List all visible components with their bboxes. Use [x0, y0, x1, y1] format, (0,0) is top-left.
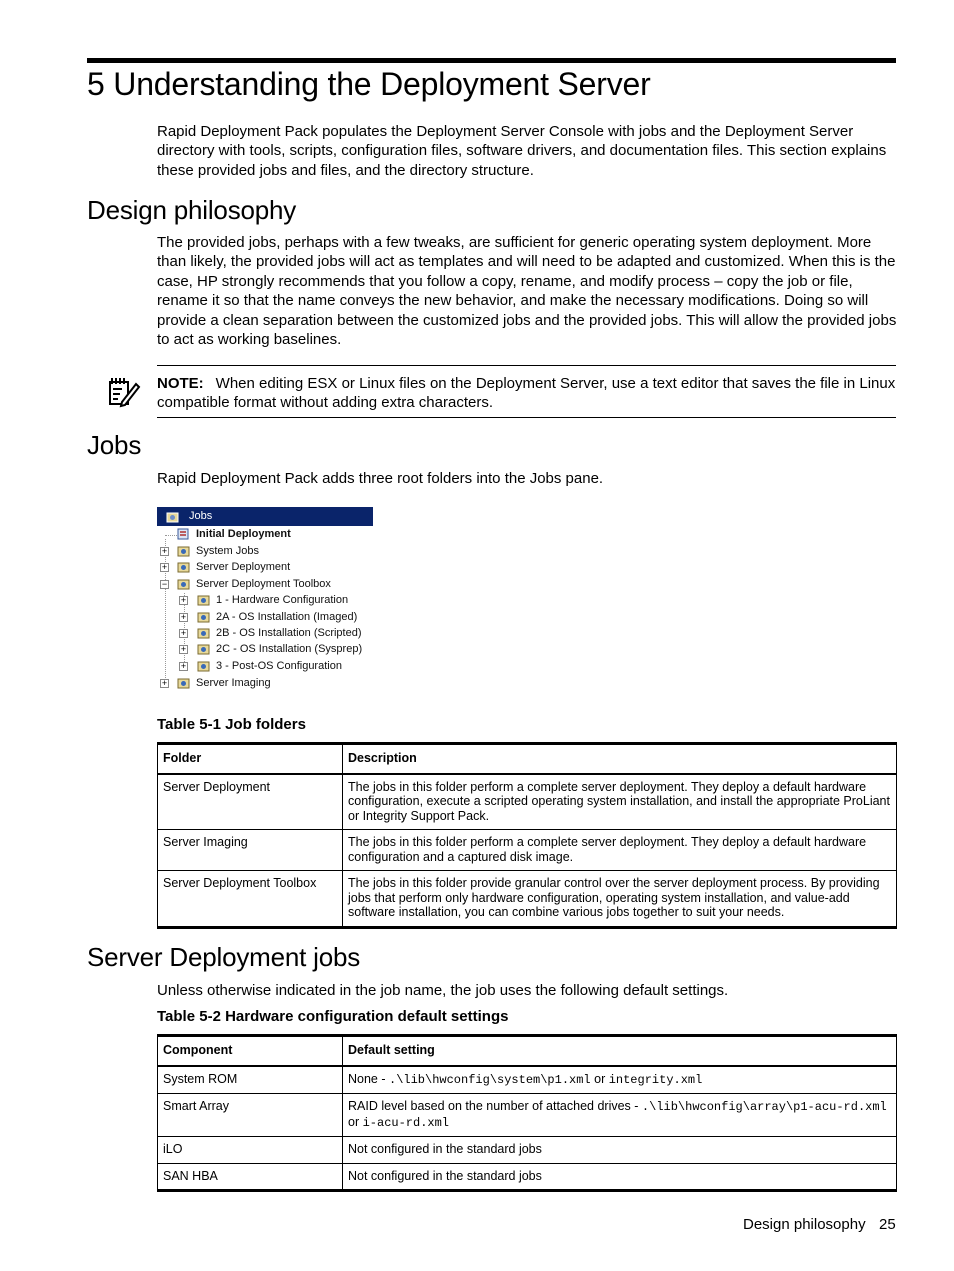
table-cell: The jobs in this folder perform a complete server deployment. They deploy a default hardware configuration and a captured disk image.: [343, 830, 897, 871]
table-cell: [343, 1094, 897, 1137]
jobs-heading: Jobs: [87, 430, 142, 460]
file-path: integrity.xml: [608, 1072, 703, 1087]
tree-item-label: Server Deployment Toolbox: [196, 578, 331, 590]
setting-text: or: [590, 1071, 609, 1086]
design-philosophy-paragraph: The provided jobs, perhaps with a few tweaks, are sufficient for generic operating system deployment. More than likely, the provided jobs will act as templates and will need to be adapted and customized. When this is the case, HP strongly recommends that you follow a copy, rename, and modify process – copy the job or file, rename it so that the name conveys the new behavior, and make the necessary modifications. Doing so will provide a clean separation between the customized jobs and the provided jobs. This will allow the provided jobs to act as working baselines.: [157, 234, 897, 349]
table-cell: The jobs in this folder perform a complete server deployment. They deploy a default hardware configuration, execute a scripted operating system installation, and install the appropriate ProLiant or Integrity Support Pack.: [343, 774, 897, 830]
table-cell: The jobs in this folder provide granular control over the server deployment process. By providing jobs that perform only hardware configuration, operating system installation, and value-add software installation, you can combine various jobs together to suit your needs.: [343, 871, 897, 928]
table-5-2-caption: Table 5-2 Hardware configuration default settings: [157, 1008, 509, 1025]
tree-item-os-installation-imaged[interactable]: [157, 609, 373, 625]
table-row: [158, 871, 897, 928]
jobs-tree: [157, 507, 373, 693]
jobs-tree-header[interactable]: [157, 507, 373, 526]
note-text-block: [157, 374, 896, 413]
expand-icon[interactable]: +: [180, 644, 187, 654]
expand-icon[interactable]: +: [180, 595, 187, 605]
tree-item-server-deployment[interactable]: [157, 559, 373, 575]
tree-item-label: System Jobs: [196, 545, 259, 557]
chapter-title: 5 Understanding the Deployment Server: [87, 66, 651, 102]
table-cell: iLO: [158, 1137, 343, 1164]
tree-item-label: 2B - OS Installation (Scripted): [216, 627, 362, 639]
folder-icon: [197, 593, 210, 606]
table-cell: Smart Array: [158, 1094, 343, 1137]
table-5-1-caption: Table 5-1 Job folders: [157, 716, 306, 733]
note-text: When editing ESX or Linux files on the Deployment Server, use a text editor that saves the file in Linux compatible format without adding extra characters.: [157, 375, 896, 412]
folder-icon: [197, 642, 210, 655]
folder-icon: [197, 626, 210, 639]
expand-icon[interactable]: +: [161, 678, 168, 688]
tree-item-label: 3 - Post-OS Configuration: [216, 660, 342, 672]
tree-item-server-deployment-toolbox[interactable]: [157, 576, 373, 592]
jobs-folder-icon: [166, 510, 179, 523]
chapter-rule: [87, 58, 896, 63]
collapse-icon[interactable]: −: [161, 579, 168, 589]
folder-icon: [197, 659, 210, 672]
tree-item-hardware-configuration[interactable]: [157, 592, 373, 608]
table-cell: Server Deployment: [158, 774, 343, 830]
jobs-paragraph: Rapid Deployment Pack adds three root folders into the Jobs pane.: [157, 470, 604, 487]
tree-item-post-os-configuration[interactable]: [157, 658, 373, 674]
column-header: Description: [343, 744, 897, 774]
footer-section-name: Design philosophy: [743, 1216, 866, 1233]
expand-icon[interactable]: +: [180, 661, 187, 671]
table-row: [158, 1094, 897, 1137]
table-cell: [343, 1066, 897, 1094]
design-philosophy-heading: Design philosophy: [87, 195, 297, 225]
table-row: [158, 1137, 897, 1164]
expand-icon[interactable]: +: [180, 612, 187, 622]
column-header: Component: [158, 1036, 343, 1066]
tree-item-server-imaging[interactable]: [157, 675, 373, 691]
setting-text: RAID level based on the number of attached drives -: [348, 1099, 642, 1113]
file-path: .\lib\hwconfig\array\p1-acu-rd.xml: [641, 1100, 887, 1114]
setting-text: or: [348, 1114, 363, 1129]
note-box: [157, 365, 896, 418]
expand-icon[interactable]: +: [161, 546, 168, 556]
hardware-config-table: [157, 1034, 897, 1192]
tree-item-system-jobs[interactable]: [157, 543, 373, 559]
initial-deployment-icon: [177, 527, 190, 540]
tree-item-label: 1 - Hardware Configuration: [216, 594, 349, 606]
table-header-row: [158, 1036, 897, 1066]
table-cell: Server Deployment Toolbox: [158, 871, 343, 928]
tree-item-label: Initial Deployment: [196, 528, 291, 540]
note-pad-icon: [106, 374, 142, 410]
table-cell: Server Imaging: [158, 830, 343, 871]
jobs-tree-header-label: Jobs: [189, 510, 213, 522]
tree-item-os-installation-scripted[interactable]: [157, 625, 373, 641]
table-cell: System ROM: [158, 1066, 343, 1094]
folder-icon: [177, 560, 190, 573]
server-deployment-jobs-paragraph: Unless otherwise indicated in the job name, the job uses the following default settings.: [157, 982, 729, 999]
server-deployment-jobs-heading: Server Deployment jobs: [87, 942, 361, 972]
expand-icon[interactable]: +: [161, 562, 168, 572]
folder-icon: [177, 676, 190, 689]
folder-icon: [177, 577, 190, 590]
tree-item-label: Server Imaging: [196, 677, 271, 689]
column-header: Folder: [158, 744, 343, 774]
table-cell: Not configured in the standard jobs: [343, 1137, 897, 1164]
table-header-row: [158, 744, 897, 774]
table-cell: Not configured in the standard jobs: [343, 1163, 897, 1191]
tree-item-label: Server Deployment: [196, 561, 291, 573]
file-path: i-acu-rd.xml: [362, 1115, 450, 1130]
footer-page-number: 25: [879, 1216, 896, 1233]
note-label: NOTE:: [157, 375, 204, 392]
job-folders-table: [157, 742, 897, 929]
setting-text: None -: [348, 1071, 389, 1086]
table-row: [158, 830, 897, 871]
table-row: [158, 1163, 897, 1191]
intro-paragraph: Rapid Deployment Pack populates the Deployment Server Console with jobs and the Deployment Server directory with tools, scripts, configuration files, software drivers, and documentation files. This section explains these provided jobs and files, and the directory structure.: [157, 123, 887, 179]
table-cell: SAN HBA: [158, 1163, 343, 1191]
tree-item-label: 2C - OS Installation (Sysprep): [216, 643, 363, 655]
tree-item-os-installation-sysprep[interactable]: [157, 641, 373, 657]
column-header: Default setting: [343, 1036, 897, 1066]
tree-item-label: 2A - OS Installation (Imaged): [216, 611, 358, 623]
table-row: [158, 1066, 897, 1094]
folder-icon: [197, 610, 210, 623]
tree-item-initial-deployment[interactable]: [157, 526, 373, 542]
table-row: [158, 774, 897, 830]
folder-icon: [177, 544, 190, 557]
expand-icon[interactable]: +: [180, 628, 187, 638]
file-path: .\lib\hwconfig\system\p1.xml: [389, 1072, 591, 1087]
